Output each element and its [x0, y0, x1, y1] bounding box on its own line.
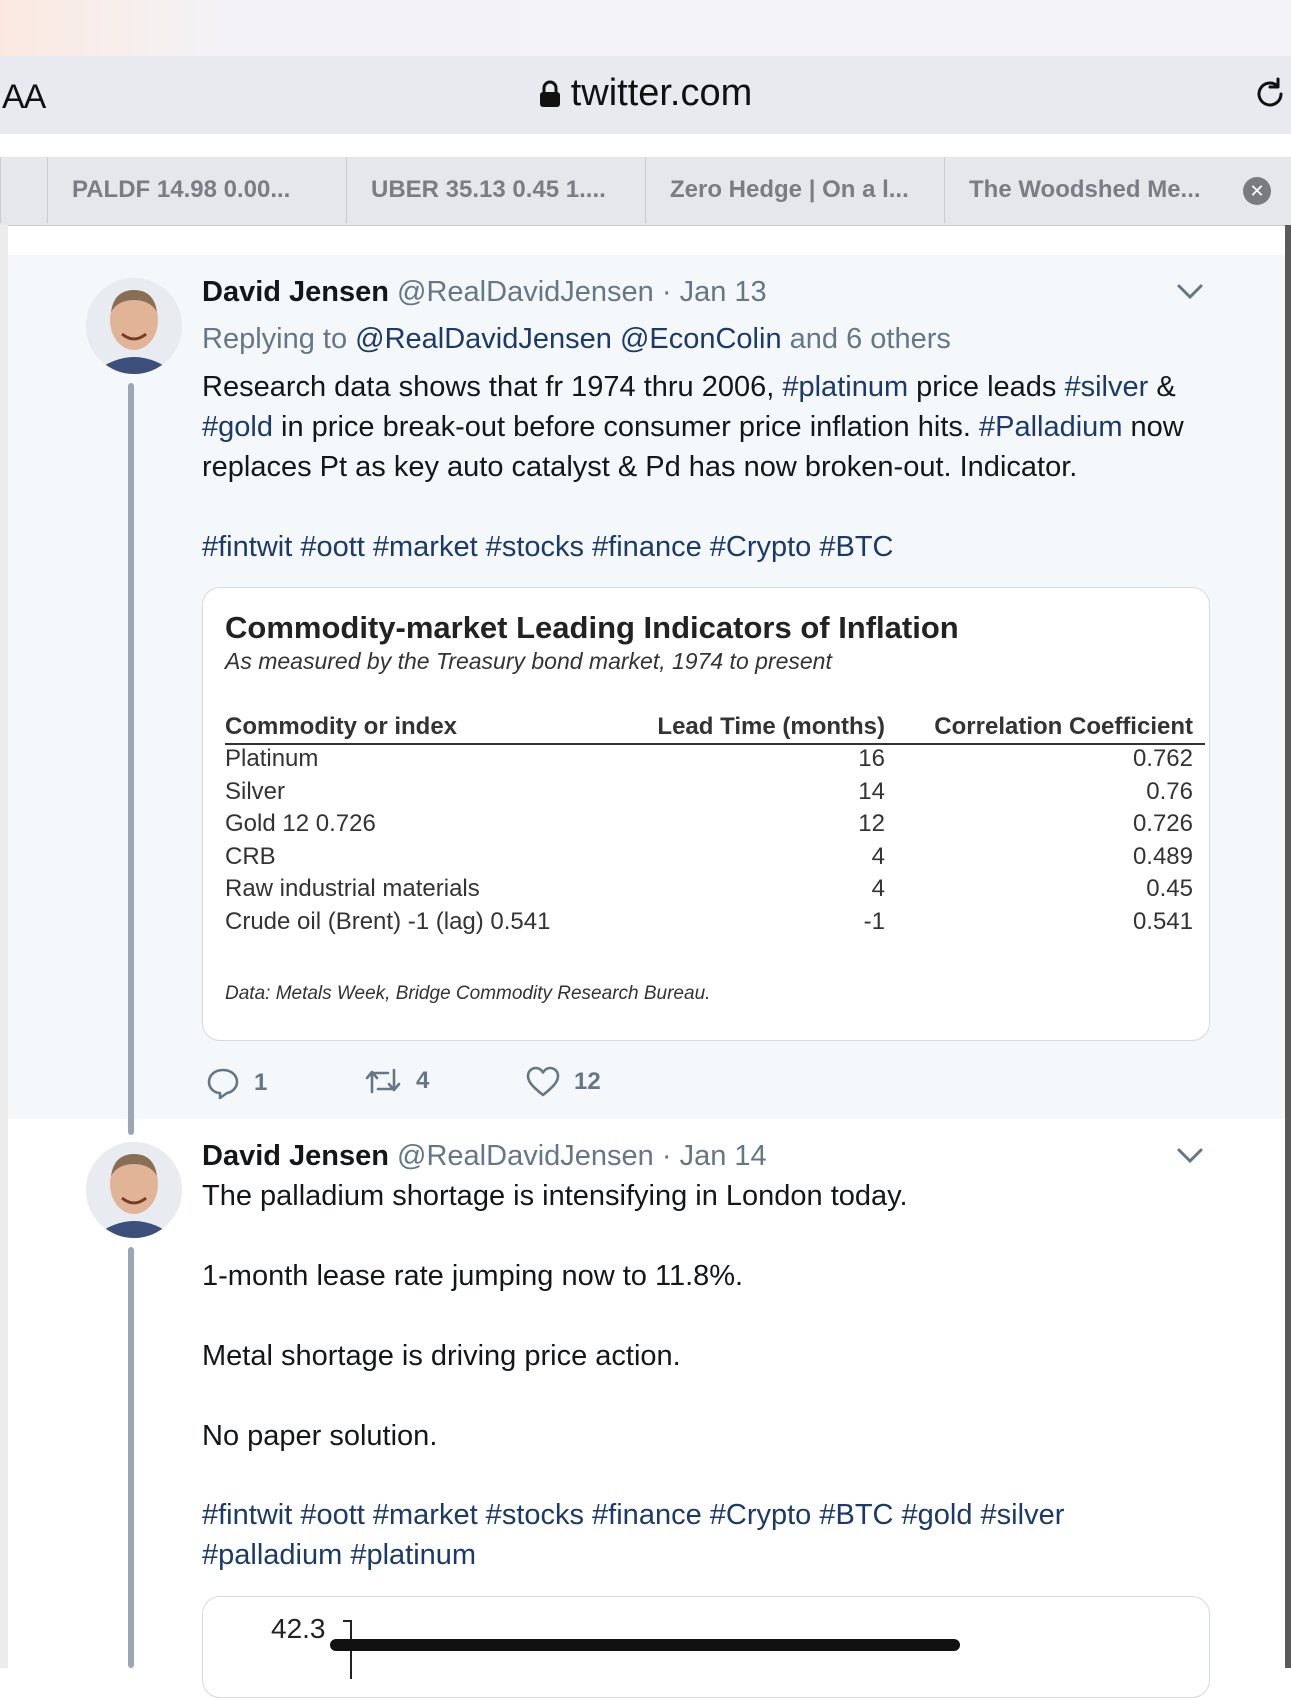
author-handle[interactable]: @RealDavidJensen — [397, 1140, 654, 1172]
body-text: price leads — [916, 371, 1057, 403]
heart-icon — [526, 1066, 560, 1098]
table-cell: 16 — [858, 745, 885, 772]
page-edge-right — [1285, 225, 1291, 1668]
table-row — [225, 810, 1205, 843]
hashtags[interactable]: #fintwit #oott #market #stocks #finance #Crypto #BTC — [202, 531, 894, 563]
table-row — [225, 908, 1205, 941]
status-bar — [0, 0, 1291, 56]
tweet-line: 1-month lease rate jumping now to 11.8%. — [202, 1260, 744, 1292]
column-header: Correlation Coefficient — [934, 713, 1193, 740]
table-cell: Gold 12 0.726 — [225, 810, 376, 837]
tweet-line: Metal shortage is driving price action. — [202, 1340, 681, 1372]
table-cell: -1 — [863, 907, 885, 935]
avatar[interactable] — [86, 1142, 182, 1238]
table-cell: CRB — [225, 842, 276, 870]
card-source: Data: Metals Week, Bridge Commodity Research Bureau. — [225, 983, 711, 1004]
chevron-down-icon[interactable] — [1176, 1146, 1204, 1171]
lock-icon — [539, 75, 561, 118]
tab-zero-hedge[interactable]: Zero Hedge | On a l... — [645, 157, 944, 223]
table-row — [225, 875, 1205, 908]
author-name[interactable]: David Jensen — [202, 1140, 389, 1172]
reply-icon — [206, 1066, 240, 1100]
tab-paldf[interactable]: PALDF 14.98 0.00... — [47, 157, 346, 223]
table-cell: Silver — [225, 777, 286, 805]
table-cell: 4 — [871, 842, 885, 870]
retweet-count: 4 — [416, 1067, 430, 1094]
tab-partial[interactable] — [0, 157, 47, 223]
thread-line — [128, 383, 134, 1135]
retweet-icon — [364, 1066, 402, 1096]
table-cell: 14 — [858, 777, 885, 805]
retweet-button[interactable] — [364, 1066, 429, 1096]
address-bar[interactable] — [0, 56, 1291, 134]
table-cell: Crude oil (Brent) -1 (lag) 0.541 — [225, 907, 551, 935]
table-cell: Raw industrial materials — [225, 875, 480, 902]
text-size-button[interactable]: AA — [2, 78, 46, 116]
hashtag-link[interactable]: #silver — [1064, 371, 1149, 403]
indicator-table — [225, 713, 1205, 940]
tab-uber[interactable]: UBER 35.13 0.45 1.... — [346, 157, 645, 223]
tweet-date[interactable]: Jan 14 — [679, 1140, 767, 1172]
reply-button[interactable] — [206, 1066, 267, 1100]
separator: · — [661, 276, 672, 308]
thread-line — [128, 1247, 134, 1668]
hashtag-link[interactable]: #gold — [202, 411, 273, 443]
tweet-line: No paper solution. — [202, 1420, 438, 1452]
separator: · — [661, 1140, 672, 1172]
reload-icon[interactable] — [1253, 76, 1289, 117]
tweet-date[interactable]: Jan 13 — [679, 276, 767, 308]
table-cell: 0.541 — [1132, 907, 1193, 935]
table-cell: 4 — [871, 875, 885, 902]
hashtag-link[interactable]: #Palladium — [979, 411, 1123, 443]
card-title: Commodity-market Leading Indicators of Inflation — [225, 610, 959, 645]
image-card[interactable] — [202, 587, 1210, 1041]
table-row — [225, 843, 1205, 876]
table-cell: 0.762 — [1132, 745, 1193, 772]
replying-to — [202, 323, 951, 356]
chart-tick-label: 42.3 — [271, 1613, 326, 1644]
replying-mentions[interactable]: @RealDavidJensen @EconColin — [355, 323, 782, 355]
like-button[interactable] — [526, 1066, 601, 1098]
table-row — [225, 778, 1205, 811]
replying-prefix: Replying to — [202, 323, 348, 355]
tweet-line: The palladium shortage is intensifying in London today. — [202, 1180, 908, 1212]
url-field[interactable] — [0, 72, 1291, 118]
body-text: now replaces Pt as key auto catalyst & Pd has now broken-out. Indicator. — [202, 411, 1184, 483]
tweet-header — [202, 1140, 767, 1173]
hashtag-link[interactable]: #platinum — [782, 371, 909, 403]
body-text: in price break-out before consumer price inflation hits. — [281, 411, 971, 443]
body-text: & — [1156, 371, 1176, 403]
card-subtitle: As measured by the Treasury bond market, 1974 to present — [225, 648, 832, 674]
tab-bar — [0, 157, 1291, 226]
page-edge-left — [0, 225, 8, 1668]
replying-others[interactable]: and 6 others — [789, 323, 951, 355]
tweet-body — [202, 367, 1192, 487]
table-cell: 12 — [858, 810, 885, 837]
table-cell: 0.489 — [1132, 842, 1193, 870]
table-cell: 0.76 — [1146, 777, 1193, 805]
like-count: 12 — [574, 1068, 601, 1095]
table-cell: 0.45 — [1146, 875, 1193, 902]
author-name[interactable]: David Jensen — [202, 276, 389, 308]
home-indicator — [330, 1639, 960, 1651]
table-cell: Platinum — [225, 745, 319, 772]
avatar[interactable] — [86, 278, 182, 374]
table-header — [225, 713, 1205, 745]
table-row — [225, 745, 1205, 778]
body-text: Research data shows that fr 1974 thru 2006, — [202, 371, 775, 403]
tab-woodshed[interactable]: The Woodshed Me... — [944, 157, 1241, 223]
tweet-header — [202, 276, 767, 309]
chevron-down-icon[interactable] — [1176, 282, 1204, 307]
url-text: twitter.com — [570, 72, 753, 114]
close-tab-icon[interactable]: ✕ — [1243, 177, 1271, 205]
column-header: Commodity or index — [225, 713, 458, 740]
reply-count: 1 — [254, 1069, 268, 1096]
table-cell: 0.726 — [1132, 810, 1193, 837]
column-header: Lead Time (months) — [657, 713, 885, 740]
author-handle[interactable]: @RealDavidJensen — [397, 276, 654, 308]
hashtags[interactable]: #fintwit #oott #market #stocks #finance #Crypto #BTC #gold #silver #palladium #platinum — [202, 1499, 1065, 1571]
